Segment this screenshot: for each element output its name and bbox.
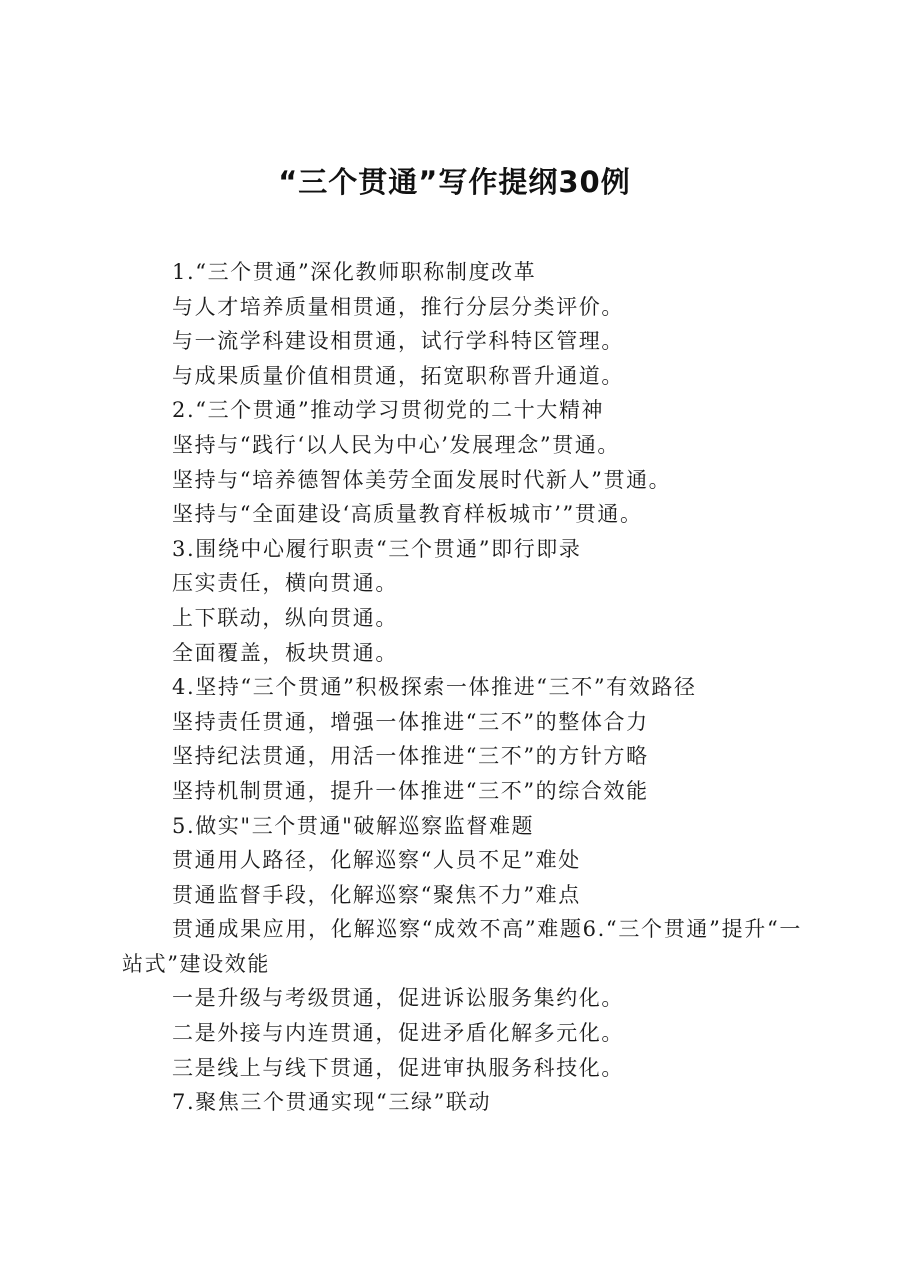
outline-heading-1: 1.“三个贯通”深化教师职称制度改革: [172, 260, 537, 284]
outline-heading-4: 4.坚持“三个贯通”积极探索一体推进“三不”有效路径: [172, 675, 697, 700]
outline-point: 压实责任，横向贯通。: [172, 571, 398, 596]
outline-point: 坚持纪法贯通，用活一体推进“三不”的方针方略: [172, 744, 649, 769]
outline-point: 贯通监督手段，化解巡察“聚焦不力”难点: [172, 882, 581, 907]
outline-point: 坚持机制贯通，提升一体推进“三不”的综合效能: [172, 778, 649, 803]
outline-point: 三是线上与线下贯通，促进审执服务科技化。: [172, 1055, 624, 1080]
outline-heading-3: 3.围绕中心履行职责“三个贯通”即行即录: [172, 536, 582, 561]
outline-heading-5: 5.做实"三个贯通"破解巡察监督难题: [172, 813, 535, 838]
outline-point: 坚持与“全面建设‘高质量教育样板城市’”贯通。: [172, 502, 643, 527]
outline-point: 坚持责任贯通，增强一体推进“三不”的整体合力: [172, 709, 649, 734]
outline-point: 坚持与“培养德智体美劳全面发展时代新人”贯通。: [172, 467, 672, 492]
outline-point: 上下联动，纵向贯通。: [172, 605, 398, 630]
outline-point: 与一流学科建设相贯通，试行学科特区管理。: [172, 329, 624, 354]
outline-point: 与人才培养质量相贯通，推行分层分类评价。: [172, 294, 624, 319]
outline-point: 一是升级与考级贯通，促进诉讼服务集约化。: [172, 986, 624, 1011]
document-body: [122, 255, 802, 1120]
outline-heading-2: 2.“三个贯通”推动学习贯彻党的二十大精神: [172, 398, 605, 423]
outline-heading-7: 7.聚焦三个贯通实现“三绿”联动: [172, 1090, 492, 1115]
document-title: “三个贯通”写作提纲30例: [278, 165, 631, 199]
outline-point: 与成果质量价值相贯通，拓宽职称晋升通道。: [172, 363, 624, 388]
outline-point: 贯通用人路径，化解巡察“人员不足”难处: [172, 848, 581, 873]
outline-point: 二是外接与内连贯通，促进矛盾化解多元化。: [172, 1021, 624, 1046]
outline-point-with-heading-6: 贯通成果应用，化解巡察“成效不高”难题6.“三个贯通”提升“一站式”建设效能: [122, 917, 802, 976]
outline-point: 全面覆盖，板块贯通。: [172, 640, 398, 665]
outline-point: 坚持与“践行‘以人民为中心’发展理念”贯通。: [172, 432, 621, 457]
